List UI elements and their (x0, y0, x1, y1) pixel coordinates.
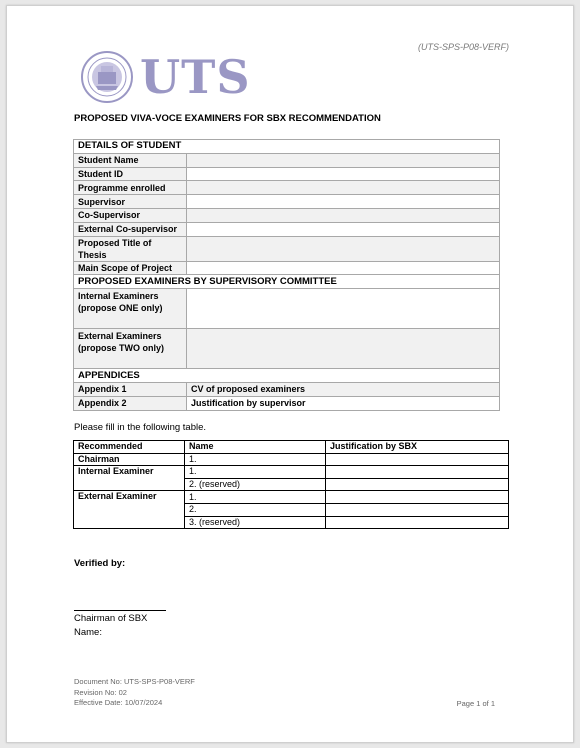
student-details-table (73, 139, 500, 411)
thesis-title-field[interactable] (187, 236, 500, 261)
table-row (74, 289, 500, 329)
field-label: Student ID (74, 167, 187, 181)
table-row (74, 153, 500, 167)
section-heading: APPENDICES (74, 369, 500, 383)
external-examiners-label: External Examiners (78, 331, 162, 342)
table-row (74, 261, 500, 275)
justification-cell[interactable] (326, 453, 509, 466)
section-heading: PROPOSED EXAMINERS BY SUPERVISORY COMMITTEE (74, 275, 500, 289)
student-name-field[interactable] (187, 153, 500, 167)
appendix-label: Appendix 2 (74, 396, 187, 410)
justification-cell[interactable] (326, 503, 509, 516)
section-heading: DETAILS OF STUDENT (74, 140, 500, 154)
field-label: Student Name (74, 153, 187, 167)
justification-cell[interactable] (326, 466, 509, 479)
university-seal-icon (80, 50, 134, 104)
student-id-field[interactable] (187, 167, 500, 181)
justification-cell[interactable] (326, 478, 509, 491)
page-number: Page 1 of 1 (456, 699, 495, 708)
name-cell[interactable]: 2. (185, 503, 326, 516)
signatory-role: Chairman of SBX (74, 613, 148, 624)
table-row (74, 195, 500, 209)
justification-cell[interactable] (326, 516, 509, 529)
revision-number: Revision No: 02 (74, 687, 127, 697)
external-examiners-field[interactable] (187, 329, 500, 369)
field-label: Supervisor (74, 195, 187, 209)
table-row (74, 208, 500, 222)
fill-instruction: Please fill in the following table. (74, 422, 207, 433)
field-label: External Co-supervisor (74, 222, 187, 236)
internal-examiners-label: Internal Examiners (78, 291, 159, 302)
column-header: Name (185, 441, 326, 454)
table-row (74, 329, 500, 369)
table-row (74, 167, 500, 181)
name-cell[interactable]: 1. (185, 466, 326, 479)
table-row (74, 236, 500, 261)
uts-logo (80, 50, 251, 104)
external-examiners-note: (propose TWO only) (78, 343, 164, 354)
field-label: Programme enrolled (74, 181, 187, 195)
role-chairman: Chairman (74, 453, 185, 466)
role-external-examiner: External Examiner (74, 491, 185, 529)
name-cell[interactable]: 2. (reserved) (185, 478, 326, 491)
programme-field[interactable] (187, 181, 500, 195)
external-co-supervisor-field[interactable] (187, 222, 500, 236)
document-page (6, 5, 574, 743)
internal-examiners-note: (propose ONE only) (78, 303, 163, 314)
signatory-name-label: Name: (74, 627, 102, 638)
document-number: Document No: UTS-SPS-P08-VERF (74, 677, 195, 686)
field-label (74, 289, 187, 329)
field-label: Proposed Title of Thesis (74, 236, 187, 261)
table-row (74, 181, 500, 195)
internal-examiners-field[interactable] (187, 289, 500, 329)
appendix-value: CV of proposed examiners (187, 382, 500, 396)
table-row (74, 396, 500, 410)
supervisor-field[interactable] (187, 195, 500, 209)
name-cell[interactable]: 3. (reserved) (185, 516, 326, 529)
form-title: PROPOSED VIVA-VOCE EXAMINERS FOR SBX RECOMMENDATION (74, 113, 381, 124)
column-header: Recommended (74, 441, 185, 454)
project-scope-field[interactable] (187, 261, 500, 275)
justification-cell[interactable] (326, 491, 509, 504)
table-row (74, 466, 509, 479)
table-row (74, 382, 500, 396)
name-cell[interactable]: 1. (185, 491, 326, 504)
name-cell[interactable]: 1. (185, 453, 326, 466)
column-header: Justification by SBX (326, 441, 509, 454)
logo-wordmark: UTS (140, 50, 251, 104)
co-supervisor-field[interactable] (187, 208, 500, 222)
document-code: (UTS-SPS-P08-VERF) (417, 42, 509, 52)
document-footer (74, 677, 195, 709)
effective-date: Effective Date: 10/07/2024 (74, 698, 163, 707)
field-label (74, 329, 187, 369)
recommendation-table (73, 440, 509, 529)
field-label: Main Scope of Project (74, 261, 187, 275)
signature-line (74, 610, 166, 611)
appendix-label: Appendix 1 (74, 382, 187, 396)
role-internal-examiner: Internal Examiner (74, 466, 185, 491)
table-row (74, 222, 500, 236)
table-row (74, 453, 509, 466)
table-row (74, 491, 509, 504)
verified-by-label: Verified by: (74, 558, 126, 569)
appendix-value: Justification by supervisor (187, 396, 500, 410)
field-label: Co-Supervisor (74, 208, 187, 222)
